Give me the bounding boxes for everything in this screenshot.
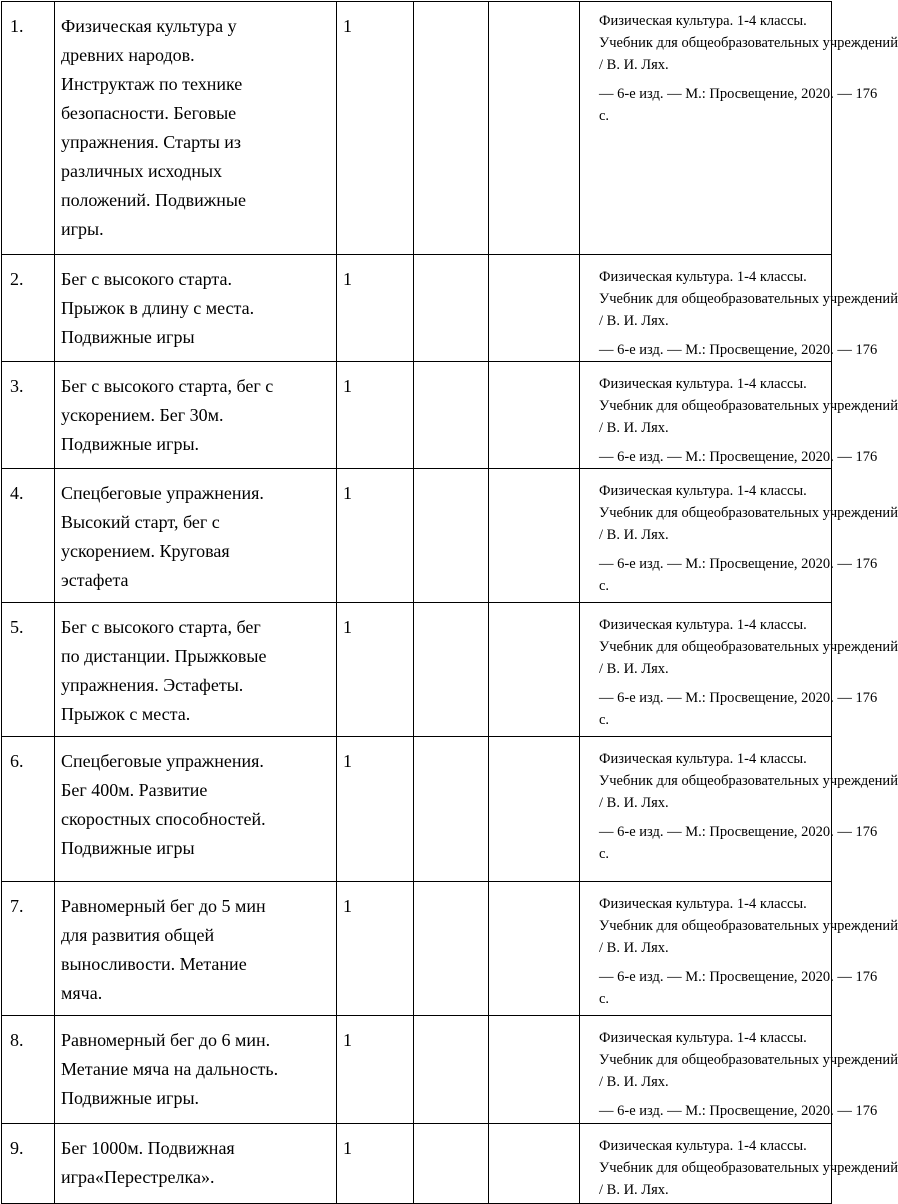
- topic-line: скоростных способностей.: [61, 809, 266, 829]
- reference-tail: с.: [599, 846, 610, 862]
- topic-line: Подвижные игры.: [61, 434, 200, 454]
- lesson-topic: [55, 1016, 337, 1124]
- topic-line: выносливости. Метание: [61, 954, 247, 974]
- fact-date-cell: [489, 882, 580, 1016]
- topic-line: Спецбеговые упражнения.: [61, 483, 264, 503]
- topic-line: Бег с высокого старта, бег с: [61, 376, 274, 396]
- fact-date-cell: [489, 1124, 580, 1204]
- textbook-reference: [580, 1124, 898, 1204]
- lesson-topic: [55, 255, 337, 362]
- lesson-topic: [55, 2, 337, 255]
- lesson-hours: 1: [337, 2, 414, 255]
- table-row: [2, 469, 832, 603]
- reference-line1: Физическая культура. 1-4 классы.: [599, 1138, 807, 1154]
- reference-tail: с.: [599, 108, 610, 124]
- reference-line2: Учебник для общеобразовательных учреждений: [599, 1160, 898, 1176]
- reference-line2: Учебник для общеобразовательных учреждений: [599, 291, 898, 307]
- textbook-reference: [580, 882, 898, 1016]
- lesson-plan-table: [1, 1, 898, 1204]
- lesson-number: 8.: [2, 1016, 55, 1124]
- topic-line: Равномерный бег до 6 мин.: [61, 1030, 271, 1050]
- topic-line: безопасности. Беговые: [61, 103, 237, 123]
- lesson-hours: 1: [337, 255, 414, 362]
- table-row: [2, 882, 832, 1016]
- fact-date-cell: [489, 2, 580, 255]
- topic-line: древних народов.: [61, 45, 195, 65]
- topic-line: ускорением. Круговая: [61, 541, 230, 561]
- topic-line: Подвижные игры.: [61, 1088, 200, 1108]
- reference-line1: Физическая культура. 1-4 классы.: [599, 751, 807, 767]
- reference-pub: — 6-е изд. — М.: Просвещение, 2020. — 176: [599, 449, 878, 465]
- fact-date-cell: [489, 469, 580, 603]
- table-row: [2, 603, 832, 737]
- fact-date-cell: [489, 255, 580, 362]
- lesson-number: 4.: [2, 469, 55, 603]
- reference-pub: — 6-е изд. — М.: Просвещение, 2020. — 176: [599, 86, 878, 102]
- topic-line: Подвижные игры: [61, 838, 195, 858]
- plan-date-cell: [414, 882, 489, 1016]
- plan-date-cell: [414, 255, 489, 362]
- lesson-hours: 1: [337, 362, 414, 469]
- table-row: [2, 1016, 832, 1124]
- textbook-reference: [580, 1016, 898, 1124]
- topic-line: упражнения. Старты из: [61, 132, 242, 152]
- reference-line1: Физическая культура. 1-4 классы.: [599, 617, 807, 633]
- topic-line: игры.: [61, 219, 104, 239]
- topic-line: Прыжок в длину с места.: [61, 298, 255, 318]
- lesson-number: 6.: [2, 737, 55, 882]
- lesson-hours: 1: [337, 1124, 414, 1204]
- topic-line: Бег 400м. Развитие: [61, 780, 208, 800]
- reference-line3: / В. И. Лях.: [599, 940, 669, 956]
- lesson-topic: [55, 603, 337, 737]
- lesson-topic: [55, 469, 337, 603]
- topic-line: мяча.: [61, 983, 103, 1003]
- lesson-number: 2.: [2, 255, 55, 362]
- reference-line2: Учебник для общеобразовательных учреждений: [599, 1052, 898, 1068]
- reference-line3: / В. И. Лях.: [599, 1182, 669, 1198]
- textbook-reference: [580, 469, 898, 603]
- fact-date-cell: [489, 1016, 580, 1124]
- lesson-topic: [55, 362, 337, 469]
- lesson-hours: 1: [337, 469, 414, 603]
- reference-line2: Учебник для общеобразовательных учреждений: [599, 773, 898, 789]
- fact-date-cell: [489, 362, 580, 469]
- table-row: [2, 362, 832, 469]
- reference-tail: с.: [599, 578, 610, 594]
- topic-line: Бег 1000м. Подвижная: [61, 1138, 235, 1158]
- reference-line1: Физическая культура. 1-4 классы.: [599, 483, 807, 499]
- topic-line: положений. Подвижные: [61, 190, 246, 210]
- reference-line1: Физическая культура. 1-4 классы.: [599, 1030, 807, 1046]
- topic-line: Физическая культура у: [61, 16, 237, 36]
- plan-date-cell: [414, 2, 489, 255]
- reference-line1: Физическая культура. 1-4 классы.: [599, 376, 807, 392]
- reference-line2: Учебник для общеобразовательных учреждений: [599, 918, 898, 934]
- reference-line3: / В. И. Лях.: [599, 661, 669, 677]
- reference-line3: / В. И. Лях.: [599, 795, 669, 811]
- reference-pub: — 6-е изд. — М.: Просвещение, 2020. — 176: [599, 969, 878, 985]
- reference-line2: Учебник для общеобразовательных учреждений: [599, 398, 898, 414]
- lesson-topic: [55, 882, 337, 1016]
- reference-line3: / В. И. Лях.: [599, 527, 669, 543]
- table-row: [2, 2, 832, 255]
- lesson-number: 3.: [2, 362, 55, 469]
- lesson-hours: 1: [337, 882, 414, 1016]
- topic-line: эстафета: [61, 570, 129, 590]
- plan-date-cell: [414, 1124, 489, 1204]
- textbook-reference: [580, 362, 898, 469]
- topic-line: различных исходных: [61, 161, 223, 181]
- reference-tail: с.: [599, 712, 610, 728]
- reference-line3: / В. И. Лях.: [599, 1074, 669, 1090]
- fact-date-cell: [489, 737, 580, 882]
- topic-line: Бег с высокого старта.: [61, 269, 232, 289]
- reference-line2: Учебник для общеобразовательных учреждений: [599, 505, 898, 521]
- textbook-reference: [580, 255, 898, 362]
- lesson-topic: [55, 737, 337, 882]
- textbook-reference: [580, 603, 898, 737]
- topic-line: ускорением. Бег 30м.: [61, 405, 224, 425]
- topic-line: Метание мяча на дальность.: [61, 1059, 279, 1079]
- reference-line2: Учебник для общеобразовательных учреждений: [599, 35, 898, 51]
- lesson-hours: 1: [337, 1016, 414, 1124]
- lesson-number: 9.: [2, 1124, 55, 1204]
- lesson-number: 5.: [2, 603, 55, 737]
- topic-line: Равномерный бег до 5 мин: [61, 896, 266, 916]
- plan-date-cell: [414, 603, 489, 737]
- reference-line3: / В. И. Лях.: [599, 313, 669, 329]
- table-row: [2, 255, 832, 362]
- reference-line3: / В. И. Лях.: [599, 57, 669, 73]
- reference-line1: Физическая культура. 1-4 классы.: [599, 13, 807, 29]
- table-row: [2, 1124, 832, 1204]
- lesson-topic: [55, 1124, 337, 1204]
- reference-pub: — 6-е изд. — М.: Просвещение, 2020. — 176: [599, 690, 878, 706]
- plan-date-cell: [414, 362, 489, 469]
- textbook-reference: [580, 737, 898, 882]
- topic-line: по дистанции. Прыжковые: [61, 646, 267, 666]
- topic-line: Инструктаж по технике: [61, 74, 243, 94]
- plan-date-cell: [414, 737, 489, 882]
- reference-pub: — 6-е изд. — М.: Просвещение, 2020. — 176: [599, 556, 878, 572]
- plan-date-cell: [414, 469, 489, 603]
- topic-line: упражнения. Эстафеты.: [61, 675, 244, 695]
- reference-pub: — 6-е изд. — М.: Просвещение, 2020. — 176: [599, 824, 878, 840]
- topic-line: Спецбеговые упражнения.: [61, 751, 264, 771]
- reference-pub: — 6-е изд. — М.: Просвещение, 2020. — 176: [599, 342, 878, 358]
- plan-date-cell: [414, 1016, 489, 1124]
- topic-line: для развития общей: [61, 925, 215, 945]
- topic-line: Прыжок с места.: [61, 704, 191, 724]
- lesson-hours: 1: [337, 603, 414, 737]
- topic-line: Подвижные игры: [61, 327, 195, 347]
- reference-line1: Физическая культура. 1-4 классы.: [599, 896, 807, 912]
- reference-tail: с.: [599, 991, 610, 1007]
- lesson-number: 1.: [2, 2, 55, 255]
- fact-date-cell: [489, 603, 580, 737]
- reference-pub: — 6-е изд. — М.: Просвещение, 2020. — 176: [599, 1103, 878, 1119]
- lesson-table-body: [2, 2, 898, 1204]
- lesson-hours: 1: [337, 737, 414, 882]
- topic-line: Высокий старт, бег с: [61, 512, 220, 532]
- reference-line2: Учебник для общеобразовательных учреждений: [599, 639, 898, 655]
- lesson-number: 7.: [2, 882, 55, 1016]
- reference-line3: / В. И. Лях.: [599, 420, 669, 436]
- textbook-reference: [580, 2, 898, 255]
- reference-line1: Физическая культура. 1-4 классы.: [599, 269, 807, 285]
- topic-line: игра«Перестрелка».: [61, 1167, 215, 1187]
- topic-line: Бег с высокого старта, бег: [61, 617, 261, 637]
- table-row: [2, 737, 832, 882]
